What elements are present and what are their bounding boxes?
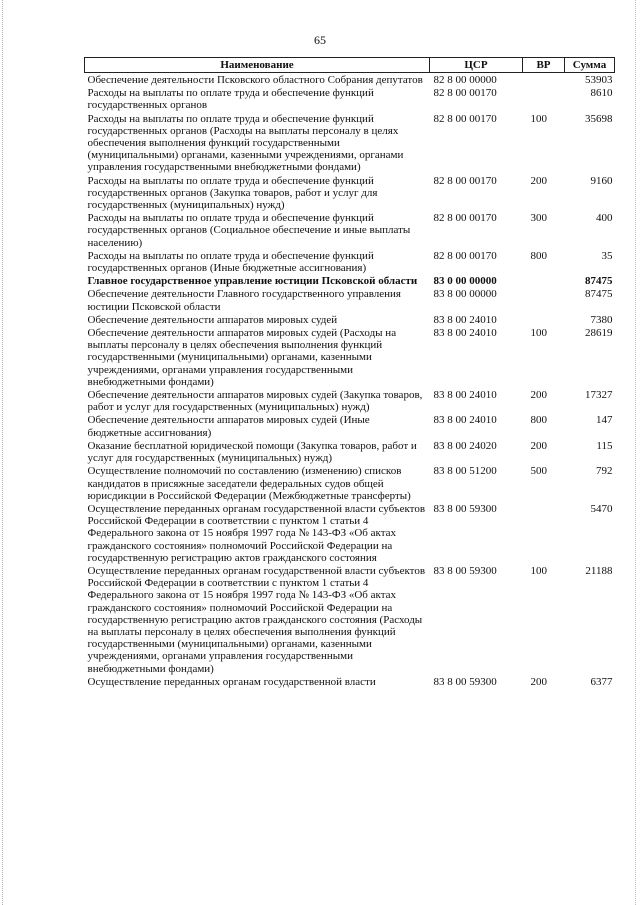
table-row — [85, 313, 615, 326]
cell-name: Обеспечение деятельности аппаратов мировых судей — [87, 313, 338, 326]
table-row — [85, 249, 615, 274]
cell-name: Оказание бесплатной юридической помощи (Закупка товаров, работ и услуг для государственных (муниципальных) нужд) — [87, 439, 417, 465]
cell-vr: 100 — [530, 564, 547, 577]
cell-name: Обеспечение деятельности Главного государственного управления юстиции Псковской области — [87, 288, 401, 313]
cell-vr — [523, 73, 565, 87]
scan-right-edge — [635, 0, 637, 905]
cell-vr — [523, 287, 565, 312]
cell-name: Осуществление переданных органам государственной власти субъектов Российской Федерации в соответствии с пунктом 1 статьи 4 Федерального закона от 15 ноября 1997 года № 143-ФЗ «Об актах гражданского состояния» полномочий Российской Федерации на государственную регистрацию актов гражданского состояния — [87, 502, 426, 564]
header-sum: Сумма — [565, 58, 615, 73]
cell-sum: 147 — [596, 414, 613, 427]
cell-name: Расходы на выплаты по оплате труда и обеспечение функций государственных органов (Иные бюджетные ассигнования) — [87, 249, 374, 275]
header-row — [85, 58, 615, 73]
cell-name: Расходы на выплаты по оплате труда и обеспечение функций государственных органов (Социальное обеспечение и иные выплаты населению) — [87, 212, 411, 249]
cell-sum: 35698 — [585, 112, 613, 125]
cell-vr: 300 — [530, 212, 547, 225]
table-body — [85, 73, 615, 688]
cell-sum: 5470 — [590, 502, 613, 515]
cell-vr: 500 — [530, 465, 547, 478]
cell-vr: 200 — [530, 389, 547, 402]
cell-sum: 28619 — [585, 327, 613, 340]
table-row — [85, 388, 615, 413]
cell-csr: 83 8 00 59300 — [433, 502, 497, 515]
cell-csr: 83 8 00 59300 — [433, 564, 497, 577]
cell-csr: 83 8 00 24020 — [433, 439, 497, 452]
cell-sum: 21188 — [585, 564, 613, 577]
cell-name: Обеспечение деятельности аппаратов мировых судей (Расходы на выплаты персоналу в целях обеспечения выполнения функций государственными (муниципальными) органами, казенными учреждениями, органами управления государственными внебюджетными фондами) — [87, 327, 397, 388]
cell-vr: 100 — [530, 112, 547, 125]
cell-name: Главное государственное управление юстиции Псковской области — [87, 275, 418, 288]
cell-sum: 792 — [596, 465, 613, 478]
cell-sum: 400 — [596, 212, 613, 225]
header-name: Наименование — [85, 58, 430, 73]
table-row — [85, 73, 615, 87]
cell-vr: 200 — [530, 439, 547, 452]
table-row — [85, 274, 615, 287]
header-csr: ЦСР — [430, 58, 523, 73]
table-row — [85, 675, 615, 688]
cell-vr: 100 — [530, 327, 547, 340]
table-row — [85, 326, 615, 388]
cell-sum: 6377 — [590, 675, 613, 688]
cell-csr: 82 8 00 00170 — [433, 212, 497, 225]
cell-sum: 87475 — [585, 288, 613, 301]
cell-csr: 82 8 00 00170 — [433, 112, 497, 125]
cell-name: Расходы на выплаты по оплате труда и обеспечение функций государственных органов (Расходы на выплаты персоналу в целях обеспечения выполнения функций государственными (муниципальными) органами, казенными учреждениями, органами управления государственными внебюджетными фондами) — [87, 112, 404, 174]
table-row — [85, 86, 615, 111]
table-row — [85, 174, 615, 212]
cell-vr: 800 — [530, 249, 547, 262]
cell-csr: 83 8 00 24010 — [433, 414, 497, 427]
table-header — [85, 58, 615, 73]
cell-csr: 83 8 00 24010 — [433, 327, 497, 340]
cell-name: Обеспечение деятельности Псковского областного Собрания депутатов — [87, 74, 423, 86]
cell-name: Осуществление переданных органам государственной власти субъектов Российской Федерации в соответствии с пунктом 1 статьи 4 Федерального закона от 15 ноября 1997 года № 143-ФЗ «Об актах гражданского состояния» полномочий Российской Федерации на государственную регистрацию актов гражданского состояния (Расходы на выплаты персоналу в целях обеспечения выполнения функций государственными (муниципальными) органами, казенными учреждениями, органами управления государственными внебюджетными фондами) — [87, 564, 426, 675]
table-row — [85, 502, 615, 564]
cell-sum: 87475 — [585, 275, 613, 288]
cell-csr: 82 8 00 00170 — [433, 174, 497, 187]
table-row — [85, 112, 615, 174]
table-row — [85, 287, 615, 312]
cell-csr: 83 8 00 24010 — [433, 389, 497, 402]
cell-vr: 200 — [530, 675, 547, 688]
cell-name: Осуществление переданных органам государственной власти — [87, 675, 376, 688]
cell-sum: 7380 — [590, 313, 613, 326]
cell-csr: 82 8 00 00000 — [433, 74, 497, 86]
table-row — [85, 464, 615, 502]
cell-name: Осуществление полномочий по составлению (изменению) списков кандидатов в присяжные заседатели федеральных судов общей юрисдикции в Российской Федерации (Межбюджетные трансферты) — [87, 465, 411, 502]
cell-vr — [523, 313, 565, 326]
cell-sum: 35 — [601, 249, 613, 262]
table-row — [85, 413, 615, 438]
scan-left-edge — [2, 0, 4, 905]
cell-sum: 9160 — [590, 174, 613, 187]
cell-csr: 82 8 00 00170 — [433, 249, 497, 262]
cell-vr — [523, 274, 565, 287]
table-row — [85, 439, 615, 464]
cell-csr: 83 8 00 24010 — [433, 313, 497, 326]
cell-csr: 83 8 00 59300 — [433, 675, 497, 688]
cell-sum: 53903 — [585, 74, 613, 86]
page-number: 65 — [314, 33, 326, 47]
cell-name: Обеспечение деятельности аппаратов мировых судей (Закупка товаров, работ и услуг для государственных (муниципальных) нужд) — [87, 389, 423, 414]
cell-vr — [523, 502, 565, 564]
cell-sum: 8610 — [590, 87, 613, 100]
cell-csr: 82 8 00 00170 — [433, 87, 497, 100]
budget-table — [84, 57, 615, 688]
cell-name: Расходы на выплаты по оплате труда и обеспечение функций государственных органов (Закупка товаров, работ и услуг для государственных (муниципальных) нужд) — [87, 174, 378, 212]
cell-name: Обеспечение деятельности аппаратов мировых судей (Иные бюджетные ассигнования) — [87, 414, 370, 439]
cell-csr: 83 8 00 51200 — [433, 465, 497, 478]
cell-vr — [523, 86, 565, 111]
cell-name: Расходы на выплаты по оплате труда и обеспечение функций государственных органов — [87, 87, 374, 112]
cell-vr: 800 — [530, 414, 547, 427]
cell-vr: 200 — [530, 174, 547, 187]
cell-sum: 115 — [596, 439, 613, 452]
table-row — [85, 211, 615, 249]
cell-csr: 83 0 00 00000 — [433, 275, 497, 288]
header-vr: ВР — [523, 58, 565, 73]
cell-sum: 17327 — [585, 389, 613, 402]
cell-csr: 83 8 00 00000 — [433, 288, 497, 301]
table-row — [85, 564, 615, 675]
